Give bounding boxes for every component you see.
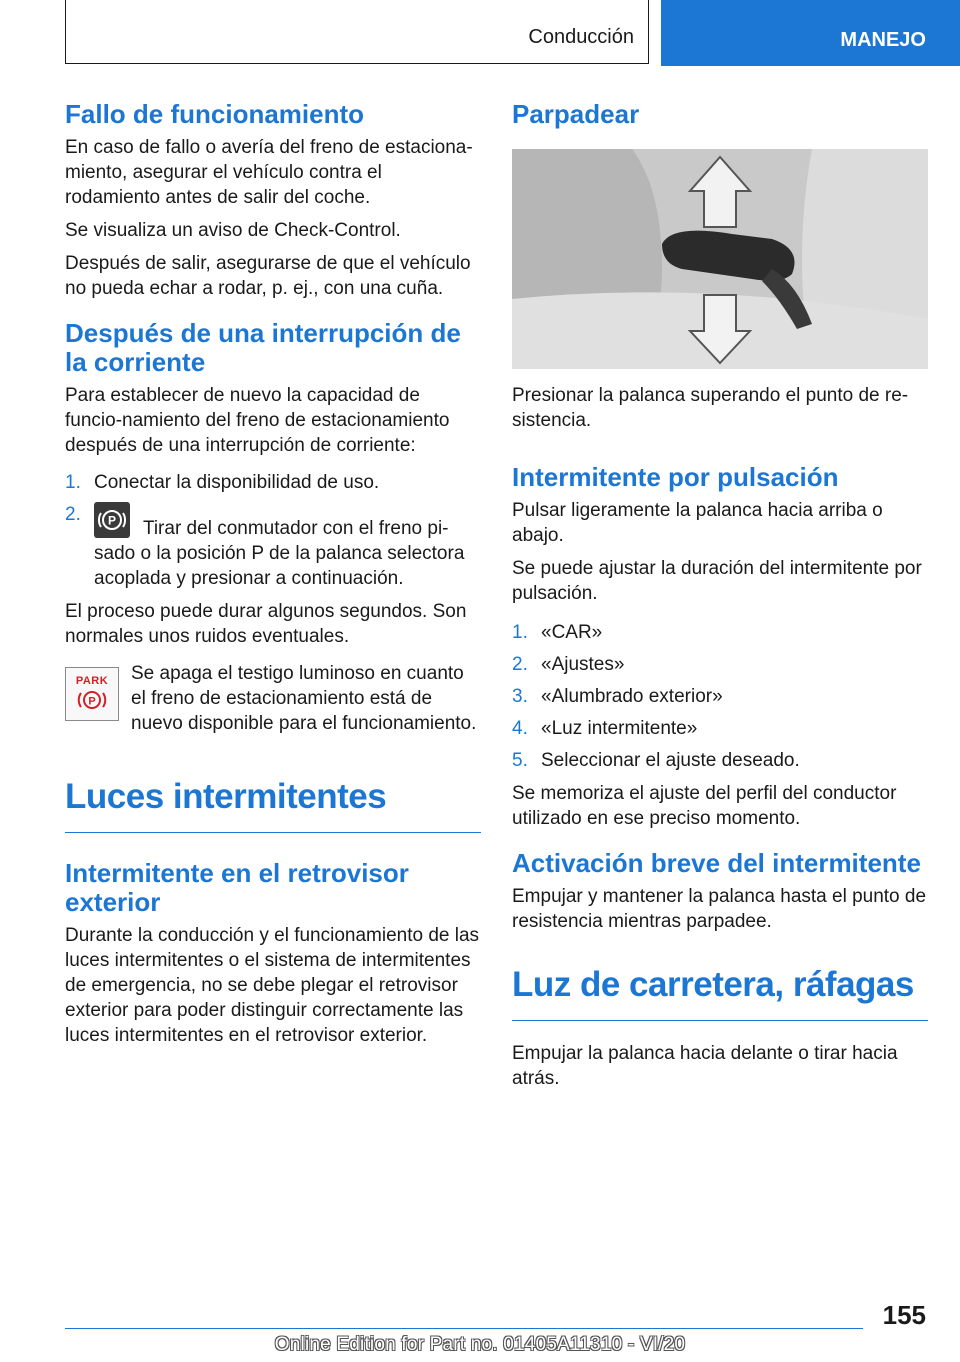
heading-retrovisor: Intermitente en el retrovisor exterior <box>65 858 409 917</box>
paragraph: Se visualiza un aviso de Check-Control. <box>65 220 401 241</box>
paragraph: Para establecer de nuevo la capacidad de funcio-namiento del freno de estacionamiento después de una interrupción de corriente: <box>65 385 450 456</box>
edition-footer: Online Edition for Part no. 01405A11310 - VI/20 <box>274 1334 686 1355</box>
step-text: «Luz intermitente» <box>541 718 698 739</box>
note-block <box>65 661 481 736</box>
left-column <box>65 100 481 1056</box>
svg-text:P: P <box>107 513 117 528</box>
list-item <box>65 502 481 591</box>
paragraph: El proceso puede durar algunos segundos. Son normales unos ruidos eventuales. <box>65 601 467 647</box>
section-title: Conducción <box>528 26 634 48</box>
step-text: Conectar la disponibilidad de uso. <box>94 472 380 493</box>
paragraph: Pulsar ligeramente la palanca hacia arriba o abajo. <box>512 500 883 546</box>
paragraph: En caso de fallo o avería del freno de estaciona-miento, asegurar el vehículo contra el rodamiento antes de salir del coche. <box>65 137 473 208</box>
heading-activacion-breve: Activación breve del intermitente <box>512 848 921 878</box>
paragraph: Se puede ajustar la duración del intermitente por pulsación. <box>512 558 922 604</box>
list-item <box>512 716 928 741</box>
step-number: 3. <box>512 686 528 707</box>
park-icon-label: PARK <box>75 675 109 687</box>
step-text: «Alumbrado exterior» <box>541 686 723 707</box>
caption: Presionar la palanca superando el punto de re-sistencia. <box>512 385 909 431</box>
list-item <box>512 684 928 709</box>
steps-list <box>65 470 481 591</box>
step-number: 2. <box>512 654 528 675</box>
step-text: «CAR» <box>541 622 603 643</box>
right-column <box>512 100 928 1099</box>
page-number: 155 <box>882 1300 926 1330</box>
paragraph: Se memoriza el ajuste del perfil del conductor utilizado en ese preciso momento. <box>512 783 897 829</box>
step-number: 1. <box>65 472 81 493</box>
list-item <box>512 652 928 677</box>
footer-divider <box>65 1328 863 1329</box>
list-item <box>512 620 928 645</box>
paragraph: Durante la conducción y el funcionamiento de las luces intermitentes o el sistema de intermitentes de emergencia, no se debe plegar el retrovisor exterior para poder distinguir correctamente las luces intermitentes en el retrovisor exterior. <box>65 925 480 1046</box>
step-number: 1. <box>512 622 528 643</box>
heading-interrupcion: Después de una interrupción de la corriente <box>65 318 461 377</box>
heading-parpadear: Parpadear <box>512 99 640 129</box>
heading-fallo: Fallo de funcionamiento <box>65 99 365 129</box>
step-number: 2. <box>65 504 81 525</box>
step-text: Seleccionar el ajuste deseado. <box>541 750 800 771</box>
paragraph: Después de salir, asegurarse de que el vehículo no pueda echar a rodar, p. ej., con una cuña. <box>65 253 471 299</box>
heading-intermitente-pulsacion: Intermitente por pulsación <box>512 462 839 492</box>
page-header <box>0 0 960 66</box>
chapter-tab: MANEJO <box>661 0 960 66</box>
step-text: «Ajustes» <box>541 654 625 675</box>
heading-luz-carretera: Luz de carretera, ráfagas <box>512 965 914 1004</box>
svg-text:P: P <box>88 695 96 708</box>
paragraph: Empujar y mantener la palanca hasta el punto de resistencia mientras parpadee. <box>512 886 927 932</box>
list-item <box>512 748 928 773</box>
park-warning-icon <box>65 667 119 721</box>
section-tab <box>65 0 649 64</box>
step-number: 4. <box>512 718 528 739</box>
list-item <box>65 470 481 495</box>
note-text: Se apaga el testigo luminoso en cuanto el freno de estacionamiento está de nuevo disponible para el funcionamiento. <box>131 663 477 734</box>
turn-signal-lever-illustration <box>512 149 928 369</box>
steps-list <box>512 620 928 773</box>
parking-brake-switch-icon <box>94 502 130 538</box>
paragraph: Empujar la palanca hacia delante o tirar hacia atrás. <box>512 1043 898 1089</box>
chapter-heading-block <box>512 964 928 1021</box>
chapter-heading-block <box>65 776 481 833</box>
heading-luces-intermitentes: Luces intermitentes <box>65 777 387 816</box>
step-text: Tirar del conmutador con el freno pi-sado o la posición P de la palanca selectora acoplada y presionar a continuación. <box>94 518 465 589</box>
step-number: 5. <box>512 750 528 771</box>
